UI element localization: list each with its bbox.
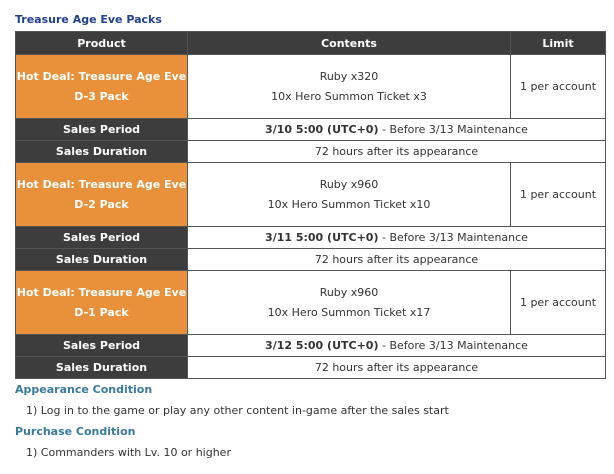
sales-period-end: - Before 3/13 Maintenance bbox=[378, 123, 528, 136]
pack-name-line2: D-1 Pack bbox=[74, 305, 129, 319]
pack-name-line1: Hot Deal: Treasure Age Eve bbox=[16, 285, 187, 299]
purchase-condition-title: Purchase Condition bbox=[15, 425, 136, 438]
pack-limit: 1 per account bbox=[511, 55, 606, 119]
header-contents: Contents bbox=[188, 32, 511, 55]
pack-row bbox=[16, 55, 606, 119]
sales-period-label: Sales Period bbox=[16, 335, 188, 357]
sales-duration-row bbox=[16, 249, 606, 271]
sales-duration-row bbox=[16, 141, 606, 163]
appearance-condition-title: Appearance Condition bbox=[15, 383, 153, 396]
sales-duration-value: 72 hours after its appearance bbox=[188, 141, 606, 163]
sales-period-start: 3/10 5:00 (UTC+0) bbox=[265, 123, 379, 136]
packs-table bbox=[15, 31, 606, 379]
appearance-condition-text: 1) Log in to the game or play any other content in-game after the sales start bbox=[26, 404, 449, 417]
pack-contents bbox=[188, 271, 511, 335]
table-header-row bbox=[16, 32, 606, 55]
sales-duration-value: 72 hours after its appearance bbox=[188, 249, 606, 271]
sales-period-start: 3/11 5:00 (UTC+0) bbox=[265, 231, 379, 244]
pack-name bbox=[16, 55, 188, 119]
sales-period-value bbox=[188, 335, 606, 357]
sales-duration-label: Sales Duration bbox=[16, 249, 188, 271]
pack-row bbox=[16, 163, 606, 227]
sales-period-value bbox=[188, 227, 606, 249]
pack-content-ruby: Ruby x960 bbox=[319, 285, 379, 299]
sales-period-end: - Before 3/13 Maintenance bbox=[378, 231, 528, 244]
sales-period-label: Sales Period bbox=[16, 227, 188, 249]
header-limit: Limit bbox=[511, 32, 606, 55]
purchase-condition-text: 1) Commanders with Lv. 10 or higher bbox=[26, 446, 231, 459]
sales-period-row bbox=[16, 227, 606, 249]
sales-period-value bbox=[188, 119, 606, 141]
pack-limit: 1 per account bbox=[511, 163, 606, 227]
pack-name bbox=[16, 271, 188, 335]
pack-name-line1: Hot Deal: Treasure Age Eve bbox=[16, 69, 187, 83]
sales-period-row bbox=[16, 119, 606, 141]
pack-content-ticket: 10x Hero Summon Ticket x10 bbox=[267, 197, 431, 211]
sales-period-end: - Before 3/13 Maintenance bbox=[378, 339, 528, 352]
pack-content-ruby: Ruby x320 bbox=[319, 69, 379, 83]
pack-row bbox=[16, 271, 606, 335]
page-title: Treasure Age Eve Packs bbox=[15, 13, 162, 26]
pack-name-line2: D-2 Pack bbox=[74, 197, 129, 211]
header-product: Product bbox=[16, 32, 188, 55]
pack-content-ruby: Ruby x960 bbox=[319, 177, 379, 191]
sales-duration-value: 72 hours after its appearance bbox=[188, 357, 606, 379]
sales-period-label: Sales Period bbox=[16, 119, 188, 141]
sales-duration-label: Sales Duration bbox=[16, 357, 188, 379]
sales-duration-row bbox=[16, 357, 606, 379]
pack-contents bbox=[188, 163, 511, 227]
sales-period-start: 3/12 5:00 (UTC+0) bbox=[265, 339, 379, 352]
pack-contents bbox=[188, 55, 511, 119]
pack-name bbox=[16, 163, 188, 227]
sales-duration-label: Sales Duration bbox=[16, 141, 188, 163]
pack-name-line1: Hot Deal: Treasure Age Eve bbox=[16, 177, 187, 191]
pack-name-line2: D-3 Pack bbox=[74, 89, 129, 103]
pack-content-ticket: 10x Hero Summon Ticket x3 bbox=[271, 89, 427, 103]
pack-limit: 1 per account bbox=[511, 271, 606, 335]
pack-content-ticket: 10x Hero Summon Ticket x17 bbox=[267, 305, 431, 319]
sales-period-row bbox=[16, 335, 606, 357]
